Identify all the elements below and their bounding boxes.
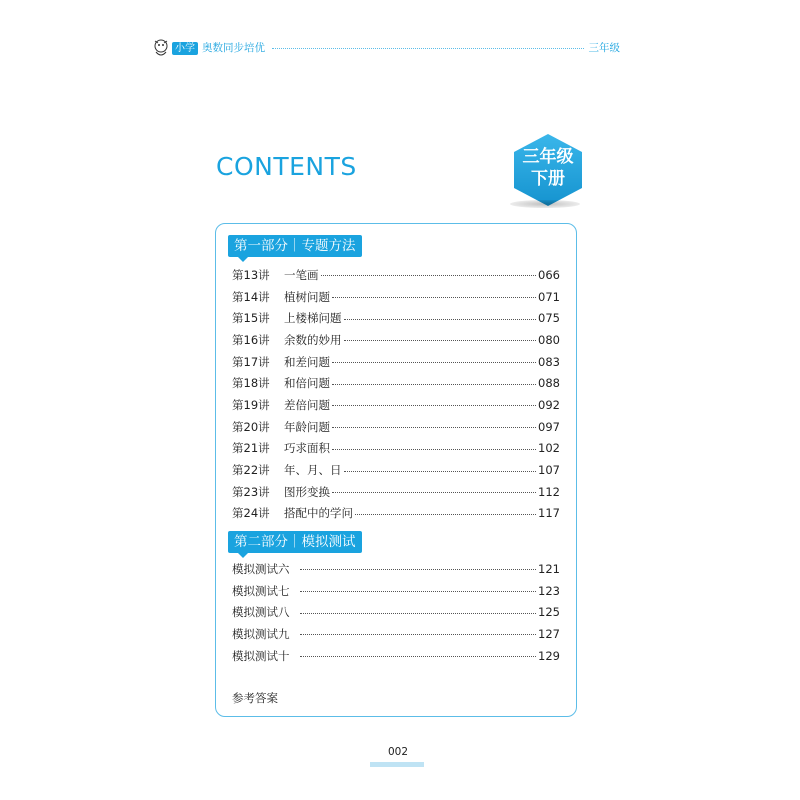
part1-label: 第一部分｜专题方法 bbox=[228, 235, 362, 257]
toc-page-number: 088 bbox=[538, 376, 560, 391]
brand-title: 奥数同步培优 bbox=[202, 42, 265, 54]
dot-leader bbox=[332, 492, 536, 493]
toc-title: 余数的妙用 bbox=[284, 332, 342, 347]
toc-row[interactable] bbox=[232, 416, 560, 438]
toc-title: 上楼梯问题 bbox=[284, 311, 342, 326]
dot-leader bbox=[332, 449, 536, 450]
toc-row[interactable] bbox=[232, 329, 560, 351]
grade-label: 三年级 bbox=[588, 42, 620, 54]
badge-line1: 三年级 bbox=[522, 147, 574, 167]
toc-lecture-number: 第19讲 bbox=[232, 397, 270, 412]
dot-leader bbox=[344, 471, 537, 472]
badge-line2: 下册 bbox=[531, 169, 565, 189]
toc-page-number: 129 bbox=[538, 648, 560, 663]
dot-leader bbox=[332, 405, 536, 406]
toc-lecture-number: 第13讲 bbox=[232, 267, 270, 282]
toc-page-number: 117 bbox=[538, 506, 560, 521]
toc-row[interactable] bbox=[232, 580, 560, 602]
dot-leader bbox=[300, 591, 536, 592]
footer-bar bbox=[370, 762, 424, 767]
toc-row[interactable] bbox=[232, 459, 560, 481]
toc-title: 植树问题 bbox=[284, 289, 330, 304]
toc-title: 和倍问题 bbox=[284, 376, 330, 391]
mascot-icon bbox=[150, 38, 172, 60]
toc-title: 搭配中的学问 bbox=[284, 506, 353, 521]
toc-row[interactable] bbox=[232, 558, 560, 580]
dot-leader bbox=[332, 427, 536, 428]
toc-page-number: 121 bbox=[538, 561, 560, 576]
toc-lecture-number: 第22讲 bbox=[232, 463, 270, 478]
toc-lecture-number: 第15讲 bbox=[232, 311, 270, 326]
toc-page-number: 083 bbox=[538, 354, 560, 369]
toc-page-number: 102 bbox=[538, 441, 560, 456]
toc-lecture-number: 第24讲 bbox=[232, 506, 270, 521]
page-header bbox=[150, 38, 620, 60]
toc-page-number: 097 bbox=[538, 419, 560, 434]
toc-title: 图形变换 bbox=[284, 484, 330, 499]
toc-lecture-number: 第18讲 bbox=[232, 376, 270, 391]
answers-entry[interactable]: 参考答案 bbox=[232, 691, 278, 705]
toc-page-number: 127 bbox=[538, 626, 560, 641]
toc-row[interactable] bbox=[232, 503, 560, 525]
toc-row[interactable] bbox=[232, 307, 560, 329]
dot-leader bbox=[332, 362, 536, 363]
part2-list bbox=[232, 558, 560, 666]
dot-leader bbox=[344, 340, 537, 341]
toc-title: 一笔画 bbox=[284, 267, 319, 282]
toc-row[interactable] bbox=[232, 601, 560, 623]
toc-title: 模拟测试八 bbox=[232, 605, 290, 620]
toc-title: 年、月、日 bbox=[284, 463, 342, 478]
toc-row[interactable] bbox=[232, 623, 560, 645]
toc-lecture-number: 第23讲 bbox=[232, 484, 270, 499]
page-number: 002 bbox=[388, 746, 409, 758]
brand-tag: 小学 bbox=[172, 42, 198, 55]
toc-lecture-number: 第14讲 bbox=[232, 289, 270, 304]
toc-box bbox=[215, 223, 577, 717]
dot-leader bbox=[300, 569, 536, 570]
dot-leader bbox=[355, 514, 536, 515]
toc-row[interactable] bbox=[232, 286, 560, 308]
toc-lecture-number: 第16讲 bbox=[232, 332, 270, 347]
toc-row[interactable] bbox=[232, 372, 560, 394]
toc-row[interactable] bbox=[232, 264, 560, 286]
toc-page-number: 080 bbox=[538, 332, 560, 347]
toc-lecture-number: 第20讲 bbox=[232, 419, 270, 434]
badge-shadow bbox=[510, 200, 580, 208]
toc-row[interactable] bbox=[232, 394, 560, 416]
toc-title: 模拟测试十 bbox=[232, 648, 290, 663]
toc-page-number: 071 bbox=[538, 289, 560, 304]
part1-list bbox=[232, 264, 560, 524]
badge-text bbox=[510, 146, 586, 190]
toc-title: 年龄问题 bbox=[284, 419, 330, 434]
toc-row[interactable] bbox=[232, 481, 560, 503]
dot-leader bbox=[300, 656, 536, 657]
dot-leader bbox=[332, 384, 536, 385]
header-divider bbox=[272, 48, 584, 49]
dot-leader bbox=[344, 319, 537, 320]
toc-page-number: 075 bbox=[538, 311, 560, 326]
dot-leader bbox=[332, 297, 536, 298]
toc-title: 巧求面积 bbox=[284, 441, 330, 456]
toc-page-number: 125 bbox=[538, 605, 560, 620]
toc-page-number: 066 bbox=[538, 267, 560, 282]
toc-row[interactable] bbox=[232, 645, 560, 667]
dot-leader bbox=[300, 613, 536, 614]
toc-lecture-number: 第21讲 bbox=[232, 441, 270, 456]
toc-title: 差倍问题 bbox=[284, 397, 330, 412]
toc-title: 和差问题 bbox=[284, 354, 330, 369]
toc-page-number: 112 bbox=[538, 484, 560, 499]
toc-title: 模拟测试六 bbox=[232, 561, 290, 576]
toc-page-number: 092 bbox=[538, 397, 560, 412]
toc-page-number: 107 bbox=[538, 463, 560, 478]
toc-row[interactable] bbox=[232, 438, 560, 460]
part2-label: 第二部分｜模拟测试 bbox=[228, 531, 362, 553]
toc-title: 模拟测试九 bbox=[232, 626, 290, 641]
contents-title: CONTENTS bbox=[216, 152, 357, 181]
toc-lecture-number: 第17讲 bbox=[232, 354, 270, 369]
toc-title: 模拟测试七 bbox=[232, 583, 290, 598]
dot-leader bbox=[321, 275, 537, 276]
toc-page-number: 123 bbox=[538, 583, 560, 598]
toc-row[interactable] bbox=[232, 351, 560, 373]
dot-leader bbox=[300, 634, 536, 635]
